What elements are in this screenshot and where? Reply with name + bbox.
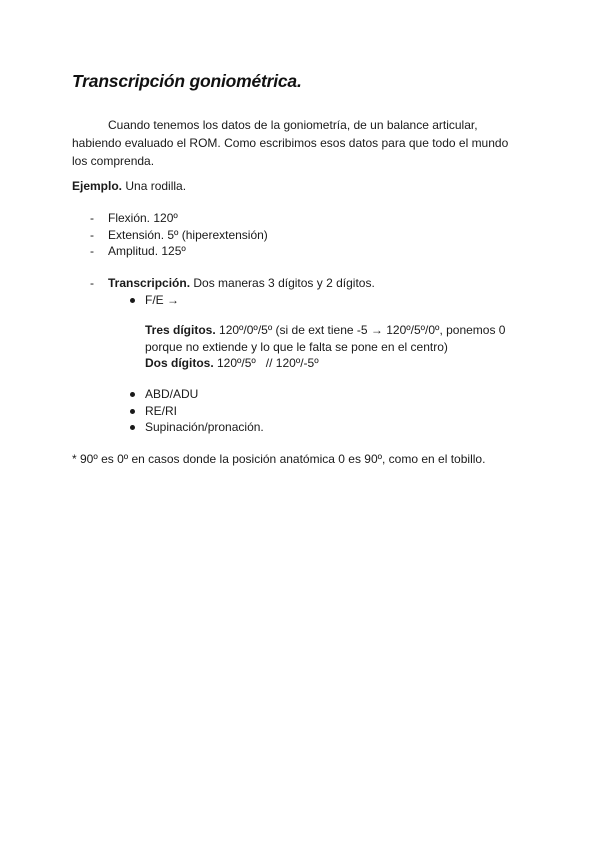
three-digits-label: Tres dígitos. [145,323,216,337]
bullet-icon [130,298,135,303]
example-line [72,178,186,195]
transcription-text: Dos maneras 3 dígitos y 2 dígitos. [190,276,375,290]
transcription-label: Transcripción. [108,276,191,290]
bullet-icon [130,425,135,430]
intro-line-2: habiendo evaluado el ROM. Como escribimos esos datos para que todo el mundo [72,136,509,150]
bullet-item-abd-adu: ABD/ADU [145,387,199,401]
bullet-icon [130,392,135,397]
list-item-flexion: Flexión. 120º [108,211,178,225]
three-digits-line [145,322,505,339]
example-text: Una rodilla. [122,179,187,193]
intro-line-1: Cuando tenemos los datos de la goniometría, de un balance articular, [108,118,478,132]
intro-paragraph [72,116,542,170]
two-digits-label: Dos dígitos. [145,356,214,370]
bullet-item-re-ri: RE/RI [145,404,178,418]
page-title: Transcripción goniométrica. [72,71,302,91]
list-item-extension: Extensión. 5º (hiperextensión) [108,228,268,242]
list-item-amplitud: Amplitud. 125º [108,244,186,258]
dash-marker: - [90,211,94,225]
dash-marker: - [90,244,94,258]
bullet-icon [130,409,135,414]
three-digits-text-cont: porque no extiende y lo que le falta se pone en el centro) [145,340,448,354]
fe-item: F/E → [145,293,180,307]
intro-line-3: los comprenda. [72,154,155,168]
footnote: * 90º es 0º en casos donde la posición anatómica 0 es 90º, como en el tobillo. [72,452,486,466]
transcription-line [108,275,375,292]
three-digits-text: 120º/0º/5º (si de ext tiene -5 → 120º/5º/0º, ponemos 0 [215,323,506,337]
dash-marker: - [90,228,94,242]
bullet-item-supinacion: Supinación/pronación. [145,420,264,434]
two-digits-line [145,355,319,372]
two-digits-text: 120º/5º // 120º/-5º [213,356,319,370]
example-label: Ejemplo. [72,179,123,193]
dash-marker: - [90,276,94,290]
